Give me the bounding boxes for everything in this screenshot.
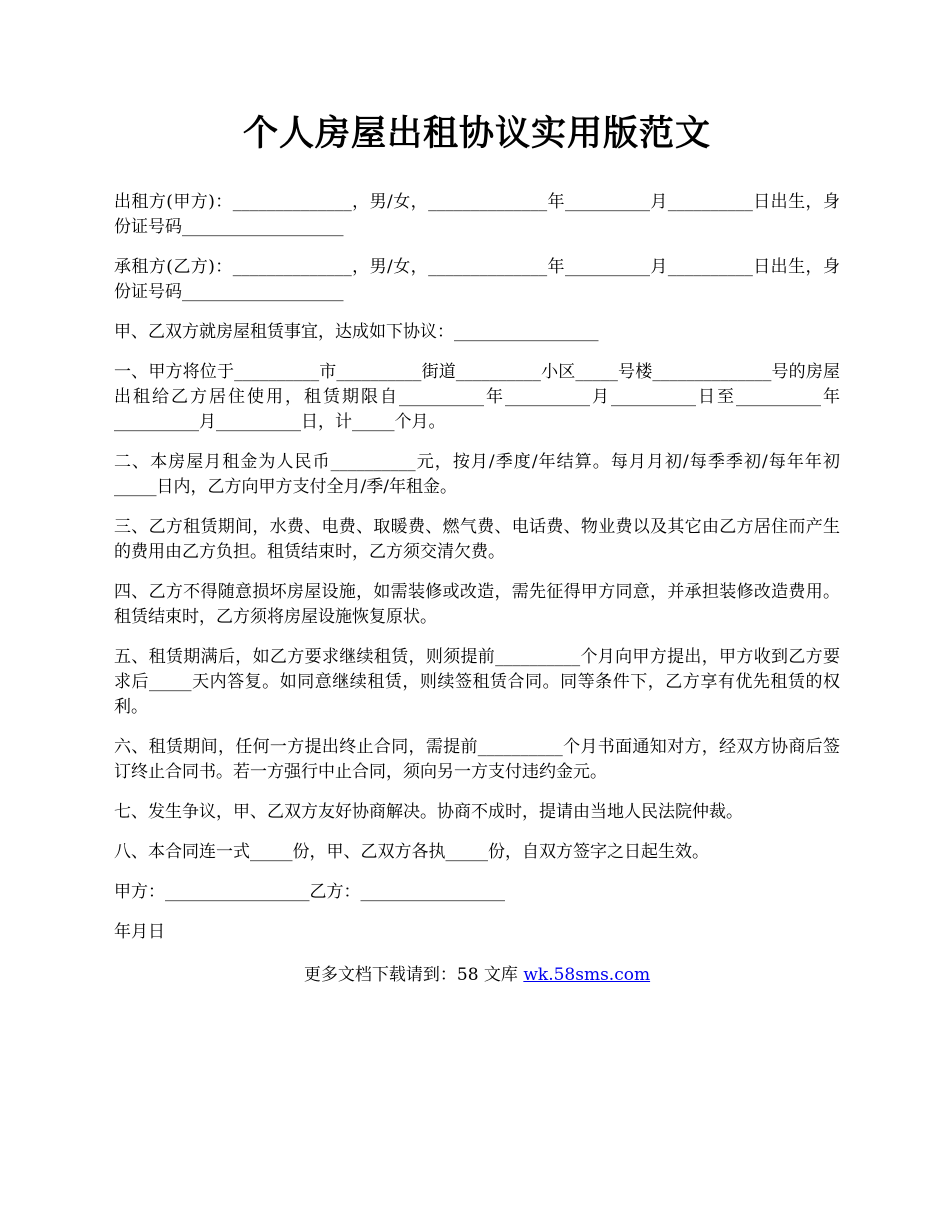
- paragraph-clause-6: 六、租赁期间，任何一方提出终止合同，需提前__________个月书面通知对方，经双方协商后签订终止合同书。若一方强行中止合同，须向另一方支付违约金元。: [114, 737, 840, 782]
- document-title: 个人房屋出租协议实用版范文: [242, 113, 711, 154]
- paragraph-clause-7: 七、发生争议，甲、乙双方友好协商解决。协商不成时，提请由当地人民法院仲裁。: [114, 802, 743, 822]
- paragraph-clause-2: 二、本房屋月租金为人民币__________元，按月/季度/年结算。每月月初/每季季初/每年年初_____日内，乙方向甲方支付全月/季/年租金。: [114, 452, 840, 497]
- paragraph-lessee: 承租方(乙方)：______________，男/女，______________年__________月__________日出生，身份证号码___________________: [114, 257, 840, 302]
- footer: [114, 963, 840, 988]
- footer-link[interactable]: wk.58sms.com: [523, 965, 651, 985]
- paragraph-agreement-intro: 甲、乙双方就房屋租赁事宜，达成如下协议：_________________: [114, 322, 599, 342]
- signature-line: 甲方：_________________乙方：_________________: [114, 882, 505, 902]
- paragraph-clause-3: 三、乙方租赁期间，水费、电费、取暖费、燃气费、电话费、物业费以及其它由乙方居住而产生的费用由乙方负担。租赁结束时，乙方须交清欠费。: [114, 517, 840, 562]
- document-page: [114, 108, 840, 988]
- footer-text: 更多文档下载请到：58 文库: [303, 965, 524, 985]
- paragraph-clause-1: 一、甲方将位于__________市__________街道__________小区_____号楼______________号的房屋出租给乙方居住使用，租赁期限自__________年__________月__________日至__________年__________月__________日，计_____个月。: [114, 362, 840, 432]
- paragraph-lessor: 出租方(甲方)：______________，男/女，______________年__________月__________日出生，身份证号码___________________: [114, 192, 840, 237]
- paragraph-clause-8: 八、本合同连一式_____份，甲、乙双方各执_____份，自双方签字之日起生效。: [114, 842, 709, 862]
- date-line: 年月日: [114, 922, 165, 942]
- paragraph-clause-4: 四、乙方不得随意损坏房屋设施，如需装修或改造，需先征得甲方同意，并承担装修改造费用。租赁结束时，乙方须将房屋设施恢复原状。: [114, 582, 840, 627]
- paragraph-clause-5: 五、租赁期满后，如乙方要求继续租赁，则须提前__________个月向甲方提出，甲方收到乙方要求后_____天内答复。如同意继续租赁，则续签租赁合同。同等条件下，乙方享有优先租赁的权利。: [114, 647, 840, 717]
